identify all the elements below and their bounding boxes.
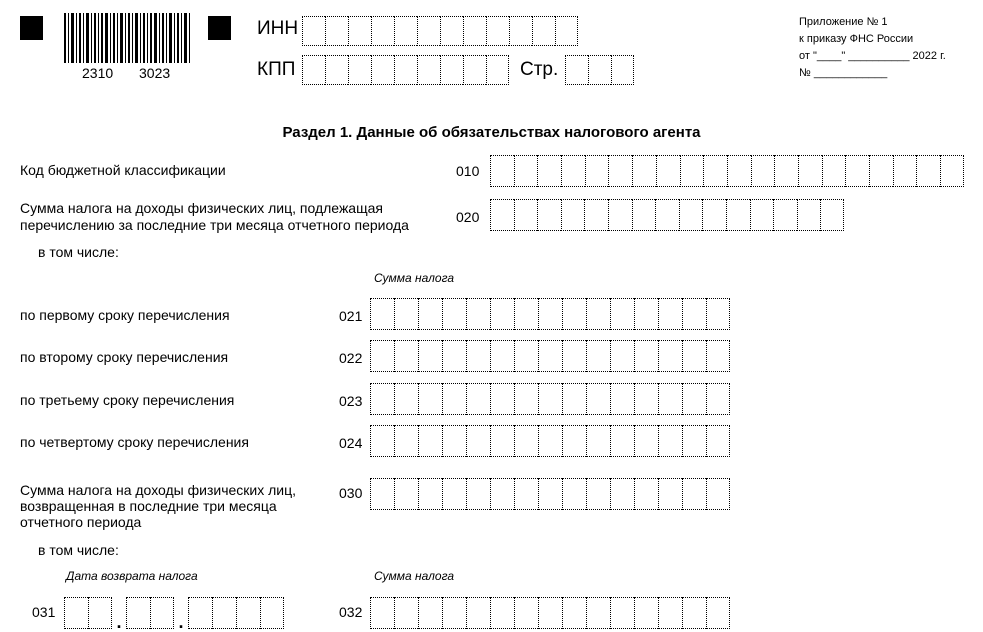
term-4-field[interactable] bbox=[370, 425, 730, 457]
tax-due-field[interactable] bbox=[490, 199, 844, 231]
return-date-field[interactable] bbox=[64, 597, 284, 632]
code-010: 010 bbox=[456, 163, 480, 179]
term-1-field[interactable] bbox=[370, 298, 730, 330]
including-label-2: в том числе: bbox=[38, 542, 119, 558]
returned-label-line2: возвращенная в последние три месяца bbox=[20, 498, 277, 514]
barcode-number-right: 3023 bbox=[139, 65, 171, 81]
return-date-header: Дата возврата налога bbox=[66, 569, 198, 583]
including-label: в том числе: bbox=[38, 244, 119, 260]
returned-label-line1: Сумма налога на доходы физических лиц, bbox=[20, 482, 297, 498]
kbk-field[interactable] bbox=[490, 155, 964, 187]
appendix-line-3: от "____" __________ 2022 г. bbox=[799, 50, 946, 62]
appendix-line-2: к приказу ФНС России bbox=[799, 33, 914, 45]
code-020: 020 bbox=[456, 209, 480, 225]
corner-marker-right bbox=[208, 16, 231, 40]
code-022: 022 bbox=[339, 350, 363, 366]
code-021: 021 bbox=[339, 308, 363, 324]
returned-label-line3: отчетного периода bbox=[20, 514, 142, 530]
appendix-line-4: № ____________ bbox=[799, 67, 888, 79]
appendix-line-1: Приложение № 1 bbox=[799, 16, 888, 28]
term-1-label: по первому сроку перечисления bbox=[20, 307, 230, 323]
date-separator-dot: . bbox=[116, 612, 122, 632]
corner-marker-left bbox=[20, 16, 43, 40]
inn-field[interactable] bbox=[302, 16, 578, 46]
tax-due-label-line1: Сумма налога на доходы физических лиц, подлежащая bbox=[20, 200, 383, 216]
tax-sum-header: Сумма налога bbox=[374, 271, 455, 285]
returned-field[interactable] bbox=[370, 478, 730, 510]
date-separator-dot: . bbox=[178, 612, 184, 632]
return-sum-field[interactable] bbox=[370, 597, 730, 629]
section-title: Раздел 1. Данные об обязательствах налогового агента bbox=[282, 124, 701, 141]
barcode-number-left: 2310 bbox=[82, 65, 114, 81]
code-032: 032 bbox=[339, 604, 363, 620]
term-4-label: по четвертому сроку перечисления bbox=[20, 434, 249, 450]
barcode bbox=[62, 13, 192, 65]
term-2-field[interactable] bbox=[370, 340, 730, 372]
barcode-graphic bbox=[62, 13, 192, 65]
term-3-field[interactable] bbox=[370, 383, 730, 415]
page-number-field[interactable] bbox=[565, 55, 634, 85]
kpp-field[interactable] bbox=[302, 55, 509, 85]
term-3-label: по третьему сроку перечисления bbox=[20, 392, 235, 408]
code-024: 024 bbox=[339, 435, 363, 451]
code-031: 031 bbox=[32, 604, 56, 620]
return-sum-header: Сумма налога bbox=[374, 569, 455, 583]
code-023: 023 bbox=[339, 393, 363, 409]
term-2-label: по второму сроку перечисления bbox=[20, 349, 229, 365]
inn-label: ИНН bbox=[257, 18, 299, 39]
page-label: Стр. bbox=[520, 59, 559, 80]
code-030: 030 bbox=[339, 485, 363, 501]
kbk-label: Код бюджетной классификации bbox=[20, 162, 226, 178]
kpp-label: КПП bbox=[257, 59, 296, 80]
tax-due-label-line2: перечислению за последние три месяца отчетного периода bbox=[20, 217, 409, 233]
